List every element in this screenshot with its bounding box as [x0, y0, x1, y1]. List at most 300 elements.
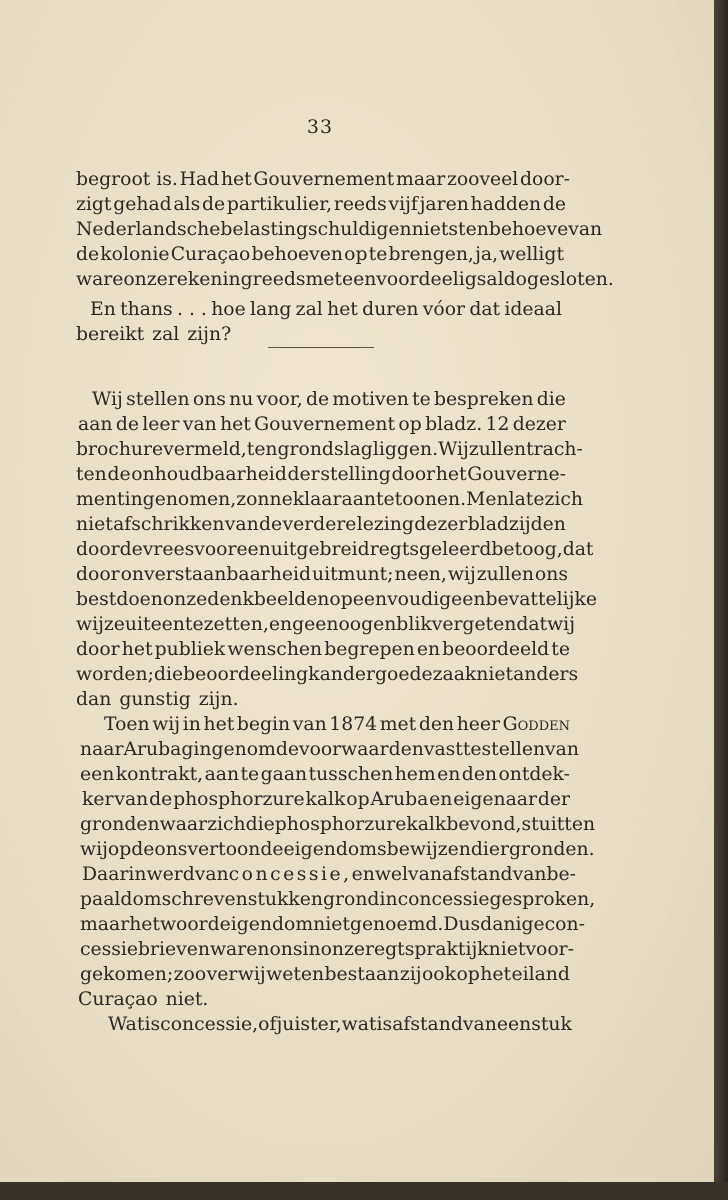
- word: en: [437, 764, 461, 785]
- word: de: [131, 839, 155, 860]
- word: partikulier,: [226, 194, 333, 215]
- word: ten: [76, 464, 107, 485]
- text-line: [76, 463, 566, 487]
- word: is: [144, 1014, 161, 1035]
- word: ker: [82, 789, 114, 810]
- word: Gouvernement: [254, 414, 396, 435]
- word: een: [80, 764, 115, 785]
- word: de: [259, 514, 283, 535]
- word: een: [341, 269, 377, 290]
- word: ten: [246, 439, 278, 460]
- word: zoo: [173, 964, 207, 985]
- text-line: [76, 243, 564, 267]
- text-line: [76, 168, 570, 192]
- word: omschreven: [132, 889, 248, 910]
- word: En: [90, 299, 116, 320]
- word: leer: [142, 414, 180, 435]
- word: zijn?: [187, 324, 232, 345]
- word: gaan: [260, 764, 308, 785]
- word: der: [342, 664, 376, 685]
- text-line: [80, 963, 570, 987]
- word: niet: [313, 914, 350, 935]
- text-line: [76, 638, 570, 662]
- word: vijf: [388, 194, 418, 215]
- word: late: [508, 489, 545, 510]
- word: op: [398, 414, 422, 435]
- word: phosphorzure: [274, 814, 407, 835]
- word: motiven: [332, 389, 409, 410]
- word: ons: [154, 839, 188, 860]
- word: werd: [146, 864, 195, 885]
- text-line: [76, 538, 594, 562]
- word: door: [76, 539, 120, 560]
- word: ten: [458, 219, 489, 240]
- word: kan: [308, 664, 343, 685]
- word: eiland: [511, 964, 570, 985]
- word: ingenomen,: [124, 489, 237, 510]
- word: welligt: [499, 244, 564, 265]
- word: het: [480, 964, 512, 985]
- word: nu: [229, 389, 254, 410]
- word: Gouverne-: [467, 464, 566, 485]
- word: phosphorzure: [173, 789, 305, 810]
- word: lezing: [356, 514, 414, 535]
- word: de: [275, 739, 299, 760]
- word: bereikt: [76, 324, 145, 345]
- word: Had: [179, 169, 220, 190]
- word: der: [537, 789, 570, 810]
- word: Men: [466, 489, 509, 510]
- word: dan: [76, 689, 112, 710]
- text-line: [80, 888, 596, 912]
- word: bevattelijke: [485, 589, 597, 610]
- word: hoe: [211, 299, 246, 320]
- word: maar: [80, 914, 130, 935]
- word: het: [435, 464, 467, 485]
- word: beoordeeling: [183, 664, 309, 685]
- word: gehad: [113, 194, 172, 215]
- word: in: [379, 889, 398, 910]
- word: door: [76, 564, 120, 585]
- word: ver: [206, 964, 238, 985]
- word: te: [376, 489, 395, 510]
- word: stellen: [126, 389, 190, 410]
- word: worden;: [76, 664, 154, 685]
- word: concessie,: [228, 864, 352, 885]
- word: zijn.: [198, 689, 239, 710]
- text-line: [76, 488, 583, 512]
- word: zal: [152, 324, 180, 345]
- word: naar: [80, 739, 124, 760]
- word: van: [568, 219, 603, 240]
- word: genoemd.: [349, 914, 444, 935]
- word: en: [462, 589, 486, 610]
- word: gesloten.: [526, 269, 614, 290]
- word: betoog,: [491, 539, 563, 560]
- word: aan: [78, 414, 113, 435]
- word: gunstig: [119, 689, 191, 710]
- word: jaren: [419, 194, 469, 215]
- text-line: [82, 788, 570, 812]
- word: Gouvernement: [253, 169, 395, 190]
- word: de: [201, 194, 226, 215]
- word: niet: [76, 514, 113, 535]
- word: brochure: [76, 439, 164, 460]
- word: waren: [209, 939, 270, 960]
- word: tusschen: [308, 764, 394, 785]
- word: voor: [194, 539, 237, 560]
- word: bestaan: [324, 964, 400, 985]
- word: te: [462, 739, 482, 760]
- text-line: [92, 388, 566, 412]
- word: ware: [76, 269, 124, 290]
- word: con-: [544, 914, 585, 935]
- word: dat: [562, 539, 594, 560]
- word: onze: [162, 589, 208, 610]
- word: eigenaar: [453, 789, 537, 810]
- word: zooveel: [446, 169, 519, 190]
- word: op: [346, 789, 370, 810]
- word: afstand: [392, 1014, 463, 1035]
- word: afstand: [441, 864, 513, 885]
- word: Toen: [104, 714, 150, 735]
- word: Curaçao: [78, 989, 158, 1010]
- word: verdere: [282, 514, 357, 535]
- word: rekening: [167, 269, 253, 290]
- section-divider: [268, 347, 374, 348]
- text-line: [76, 218, 603, 242]
- word: te: [412, 389, 431, 410]
- word: den: [418, 714, 455, 735]
- word: door: [391, 464, 436, 485]
- word: wij: [80, 839, 108, 860]
- word: ons: [192, 389, 226, 410]
- word: best: [76, 589, 117, 610]
- word: zij: [399, 964, 422, 985]
- word: den: [461, 764, 498, 785]
- text-line: [104, 713, 570, 737]
- word: voorwaarden: [298, 739, 424, 760]
- word: als: [173, 194, 201, 215]
- text-line: [76, 513, 566, 537]
- word: hem: [394, 764, 436, 785]
- word: door-: [520, 169, 570, 190]
- word: de: [149, 789, 173, 810]
- word: 12: [485, 414, 510, 435]
- word: eigendomsbewijzen: [283, 839, 471, 860]
- word: Aruba: [123, 739, 182, 760]
- word: aan: [204, 764, 240, 785]
- word: begroot is.: [76, 169, 178, 190]
- word: regtspraktijk: [365, 939, 489, 960]
- text-line: [76, 563, 568, 587]
- word: stuk: [531, 1014, 572, 1035]
- word: is: [376, 1014, 393, 1035]
- word: voordeelig: [376, 269, 477, 290]
- word: niet: [476, 664, 514, 685]
- word: die: [245, 814, 275, 835]
- word: vrees: [142, 539, 195, 560]
- word: ment: [76, 489, 125, 510]
- word: ontdek-: [498, 764, 570, 785]
- word: liggen.: [372, 439, 439, 460]
- word: heer: [456, 714, 500, 735]
- word: reeds: [333, 194, 387, 215]
- word: gingen: [181, 739, 247, 760]
- word: kolonie: [100, 244, 170, 265]
- word: grondslag: [277, 439, 373, 460]
- word: het: [121, 639, 153, 660]
- word: wij: [237, 964, 266, 985]
- word: Aruba: [370, 789, 429, 810]
- word: op: [107, 839, 132, 860]
- word: stelling: [320, 464, 391, 485]
- word: gekomen;: [80, 964, 174, 985]
- word: onze: [123, 269, 168, 290]
- word: Wij: [438, 439, 469, 460]
- text-line: [76, 588, 597, 612]
- word: brengen,: [388, 244, 474, 265]
- word: woord: [159, 914, 220, 935]
- text-line: [108, 1013, 572, 1037]
- word: op: [456, 964, 480, 985]
- word: zal: [295, 299, 323, 320]
- word: zich: [544, 489, 583, 510]
- word: dier: [470, 839, 509, 860]
- word: te: [240, 764, 260, 785]
- word: en: [429, 789, 453, 810]
- word: Dusdanige: [443, 914, 545, 935]
- word: het: [203, 714, 235, 735]
- word: de: [119, 539, 143, 560]
- word: trach-: [526, 439, 583, 460]
- word: en: [416, 639, 441, 660]
- page-bottom-edge: [0, 1182, 728, 1200]
- text-line: [82, 863, 576, 887]
- word: het: [129, 914, 160, 935]
- word: wij: [447, 564, 476, 585]
- word: afschrikken: [113, 514, 225, 535]
- word: te: [368, 244, 388, 265]
- word: wij: [152, 714, 181, 735]
- word: zonneklaar: [236, 489, 342, 510]
- text-line: [80, 813, 596, 837]
- word: van: [462, 1014, 497, 1035]
- word: zigt: [76, 194, 112, 215]
- word: onverstaanbaarheid: [120, 564, 312, 585]
- word: saldo: [476, 269, 527, 290]
- text-line: [80, 738, 579, 762]
- word: anders: [513, 664, 579, 685]
- word: goede: [375, 664, 433, 685]
- text-line: [80, 938, 574, 962]
- word: gronden.: [508, 839, 595, 860]
- word: van: [512, 864, 547, 885]
- word: van: [114, 789, 149, 810]
- text-line: [76, 268, 614, 292]
- word: denkbeelden: [207, 589, 330, 610]
- word: het: [220, 414, 251, 435]
- word: be-: [546, 864, 576, 885]
- word: toonen.: [394, 489, 467, 510]
- word: het: [327, 299, 358, 320]
- word: van: [224, 514, 259, 535]
- word: Nederlandsche: [76, 219, 221, 240]
- word: bespreken: [434, 389, 534, 410]
- word: duren: [362, 299, 419, 320]
- word: en: [351, 864, 375, 885]
- word: voor,: [256, 389, 303, 410]
- word: stellen: [481, 739, 546, 760]
- word: onhoudbaarheid: [131, 464, 287, 485]
- word: ook: [422, 964, 456, 985]
- word: der: [287, 464, 320, 485]
- word: een: [496, 1014, 532, 1035]
- word: Daarin: [82, 864, 147, 885]
- word: onze: [320, 939, 366, 960]
- word: dezer: [512, 414, 566, 435]
- word: op: [344, 244, 368, 265]
- word: gesproken,: [489, 889, 596, 910]
- word: van: [545, 739, 579, 760]
- word: een: [236, 539, 271, 560]
- word: zetten,: [203, 614, 269, 635]
- word: Curaçao: [170, 244, 251, 265]
- text-line: [80, 838, 595, 862]
- text-line: [78, 988, 208, 1012]
- text-line: [80, 763, 570, 787]
- word: ons: [269, 939, 303, 960]
- word: voor-: [525, 939, 574, 960]
- word: te: [551, 639, 570, 660]
- word: paald: [80, 889, 133, 910]
- word: van: [182, 414, 217, 435]
- word: begin: [236, 714, 291, 735]
- word: dezer: [414, 514, 468, 535]
- word: uitmunt;: [311, 564, 394, 585]
- word: de: [115, 414, 139, 435]
- word: wenschen: [227, 639, 323, 660]
- word: van: [194, 864, 229, 885]
- word: wij: [547, 614, 576, 635]
- word: lang: [250, 299, 292, 320]
- text-line: [90, 298, 562, 322]
- word: met: [305, 269, 342, 290]
- word: concessie: [397, 889, 490, 910]
- word: van: [292, 714, 327, 735]
- word: dat: [469, 299, 501, 320]
- word: behoeve: [488, 219, 569, 240]
- word: hadden: [470, 194, 542, 215]
- word: wel: [374, 864, 409, 885]
- word: dat: [516, 614, 548, 635]
- word: die: [536, 389, 566, 410]
- word: met: [379, 714, 417, 735]
- word: in: [182, 714, 201, 735]
- word: kontrakt,: [115, 764, 204, 785]
- word: vast: [423, 739, 463, 760]
- word: ja,: [475, 244, 499, 265]
- word: vermeld,: [163, 439, 247, 460]
- word: 1874: [329, 714, 378, 735]
- word: regtsgeleerd: [369, 539, 492, 560]
- word: of: [258, 1014, 277, 1035]
- word: wijze: [76, 614, 125, 635]
- word: niet: [488, 939, 526, 960]
- word: zullen: [468, 439, 527, 460]
- word: waar: [159, 814, 208, 835]
- word: Godden: [502, 714, 570, 735]
- word: het: [220, 169, 252, 190]
- word: belastingschuldigen: [220, 219, 412, 240]
- word: in: [302, 939, 321, 960]
- word: zullen: [476, 564, 534, 585]
- word: die: [153, 664, 184, 685]
- word: concessie,: [160, 1014, 259, 1035]
- text-line: [76, 193, 566, 217]
- word: zich: [207, 814, 246, 835]
- word: de: [305, 389, 330, 410]
- word: publiek: [154, 639, 226, 660]
- word: stukken: [247, 889, 324, 910]
- word: vóor: [422, 299, 465, 320]
- word: eigendom: [219, 914, 314, 935]
- text-line: [76, 613, 576, 637]
- word: beoordeeld: [442, 639, 550, 660]
- text-line: [76, 323, 231, 347]
- word: cessiebrieven: [80, 939, 210, 960]
- word: de: [76, 244, 100, 265]
- word: ons: [534, 564, 568, 585]
- word: juister,: [276, 1014, 342, 1035]
- word: eenvoudige: [352, 589, 463, 610]
- word: maar: [396, 169, 446, 190]
- word: ideaal: [504, 299, 562, 320]
- word: de: [542, 194, 566, 215]
- word: vertoonde: [187, 839, 284, 860]
- word: stuitten: [521, 814, 596, 835]
- word: aan: [341, 489, 376, 510]
- word: niet.: [165, 989, 209, 1010]
- page-number: 33: [306, 116, 334, 138]
- text-line: [76, 663, 579, 687]
- word: gronden: [80, 814, 160, 835]
- word: van: [408, 864, 442, 885]
- word: om: [246, 739, 276, 760]
- word: vergeten: [431, 614, 517, 635]
- word: thans: [120, 299, 173, 320]
- text-line: [76, 438, 583, 462]
- word: oogenblik: [338, 614, 432, 635]
- text-line: [78, 413, 566, 437]
- word: bladzijden: [467, 514, 566, 535]
- word: geen: [292, 614, 339, 635]
- word: te: [184, 614, 204, 635]
- word: uiteen: [124, 614, 185, 635]
- word: op: [329, 589, 353, 610]
- word: grond: [323, 889, 380, 910]
- word: de: [107, 464, 131, 485]
- word: kalk: [305, 789, 346, 810]
- word: uitgebreid: [270, 539, 370, 560]
- word: begrepen: [324, 639, 415, 660]
- text-line: [76, 688, 239, 712]
- word: wat: [341, 1014, 377, 1035]
- word: neen,: [394, 564, 447, 585]
- word: door: [76, 639, 120, 660]
- word: reeds: [252, 269, 306, 290]
- word: doen: [116, 589, 163, 610]
